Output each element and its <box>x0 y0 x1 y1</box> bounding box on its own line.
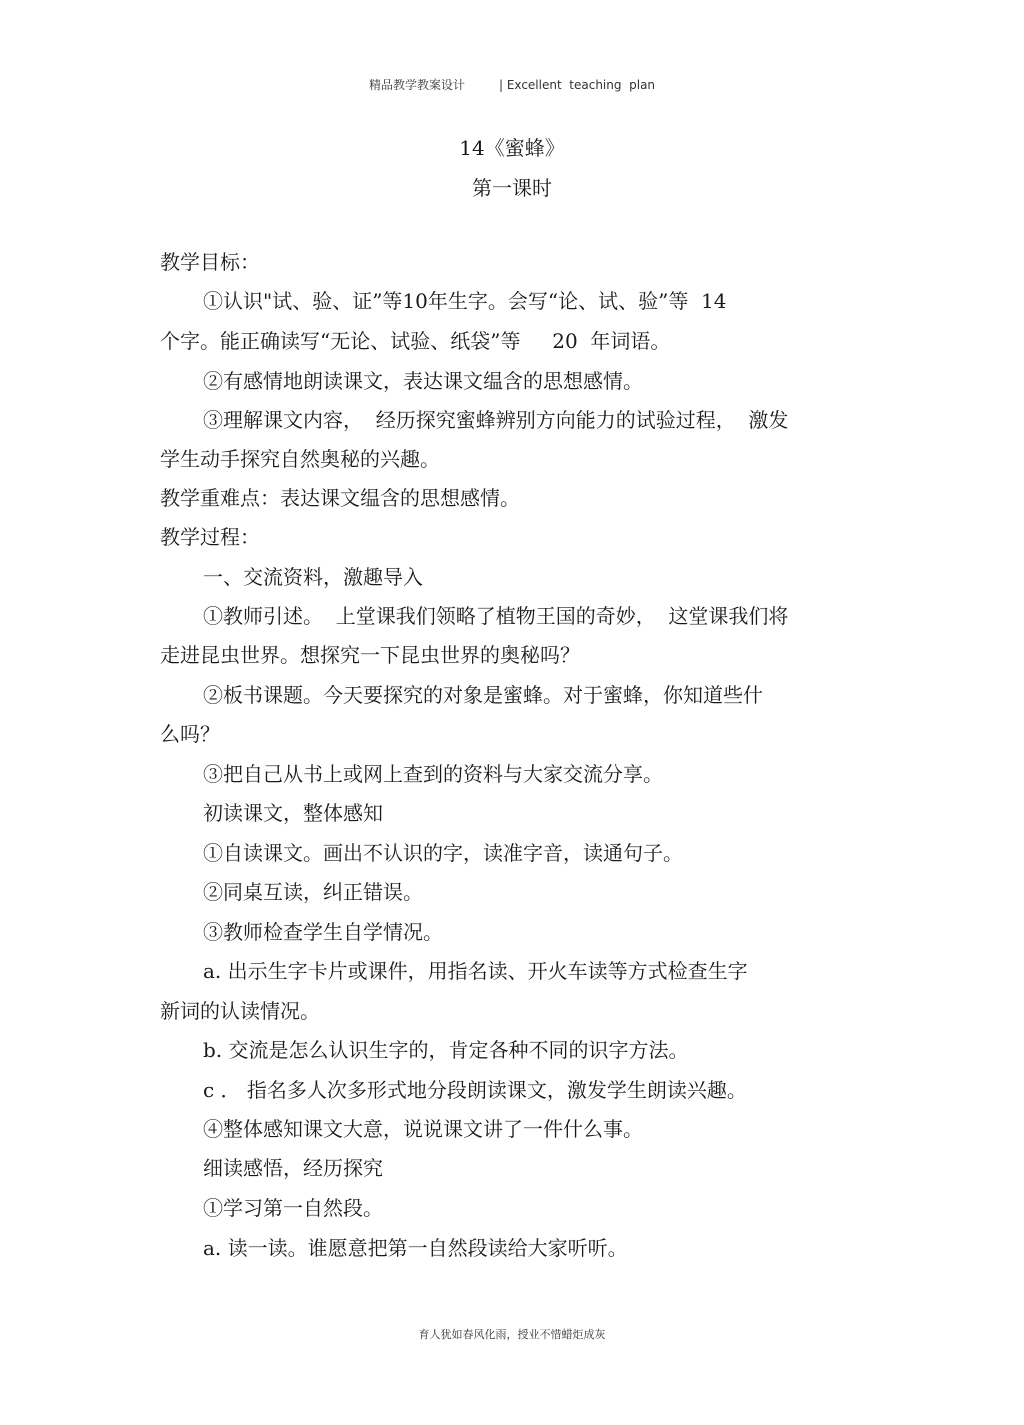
body-line: ③教师检查学生自学情况。 <box>203 920 443 944</box>
body-line: a. 读一读。谁愿意把第一自然段读给大家听听。 <box>203 1236 628 1260</box>
page-footer: 育人犹如春风化雨，授业不惜蜡炬成灰 <box>418 1328 606 1341</box>
body-line: ①教师引述。 上堂课我们领略了植物王国的奇妙， 这堂课我们将 <box>203 604 789 628</box>
section-heading-key-points: 教学重难点：表达课文缊含的思想感情。 <box>160 486 520 510</box>
subsection-heading: 初读课文，整体感知 <box>203 801 383 825</box>
body-line: ①学习第一自然段。 <box>203 1196 383 1220</box>
body-line: ②同桌互读，纠正错误。 <box>203 880 423 904</box>
body-line: ①认识"试、验、证”等10年生字。会写“论、试、验”等 14 <box>203 289 727 313</box>
subsection-heading: 一、交流资料，激趣导入 <box>203 565 423 589</box>
body-line: a. 出示生字卡片或课件，用指名读、开火车读等方式检查生字 <box>203 959 748 983</box>
section-heading-objectives: 教学目标： <box>160 250 260 274</box>
body-line: ①自读课文。画出不认识的字，读准字音，读通句子。 <box>203 841 683 865</box>
body-line: 走进昆虫世界。想探究一下昆虫世界的奥秘吗？ <box>160 643 580 667</box>
body-line: 个字。能正确读写“无论、试验、纸袋”等 20 年词语。 <box>160 329 671 353</box>
body-line: 么吗？ <box>160 722 220 746</box>
body-line: ②有感情地朗读课文，表达课文缊含的思想感情。 <box>203 369 643 393</box>
body-line: ③把自己从书上或网上查到的资料与大家交流分享。 <box>203 762 663 786</box>
body-line: ②板书课题。今天要探究的对象是蜜蜂。对于蜜蜂，你知道些什 <box>203 683 763 707</box>
lesson-title: 14《蜜蜂》 <box>459 136 565 160</box>
header-left: 精品教学教案设计 <box>368 78 465 92</box>
page-header <box>0 76 1024 93</box>
subsection-heading: 细读感悟，经历探究 <box>203 1156 383 1180</box>
body-line: ④整体感知课文大意，说说课文讲了一件什么事。 <box>203 1117 643 1141</box>
header-right: | Excellent teaching plan <box>498 78 656 92</box>
section-heading-process: 教学过程： <box>160 525 260 549</box>
body-line: ③理解课文内容， 经历探究蜜蜂辨别方向能力的试验过程， 激发 <box>203 408 789 432</box>
body-line: c ． 指名多人次多形式地分段朗读课文，激发学生朗读兴趣。 <box>203 1078 747 1102</box>
body-line: b. 交流是怎么认识生字的，肯定各种不同的识字方法。 <box>203 1038 689 1062</box>
lesson-subtitle: 第一课时 <box>472 176 552 200</box>
body-line: 新词的认读情况。 <box>160 999 320 1023</box>
body-line: 学生动手探究自然奥秘的兴趣。 <box>160 447 440 471</box>
